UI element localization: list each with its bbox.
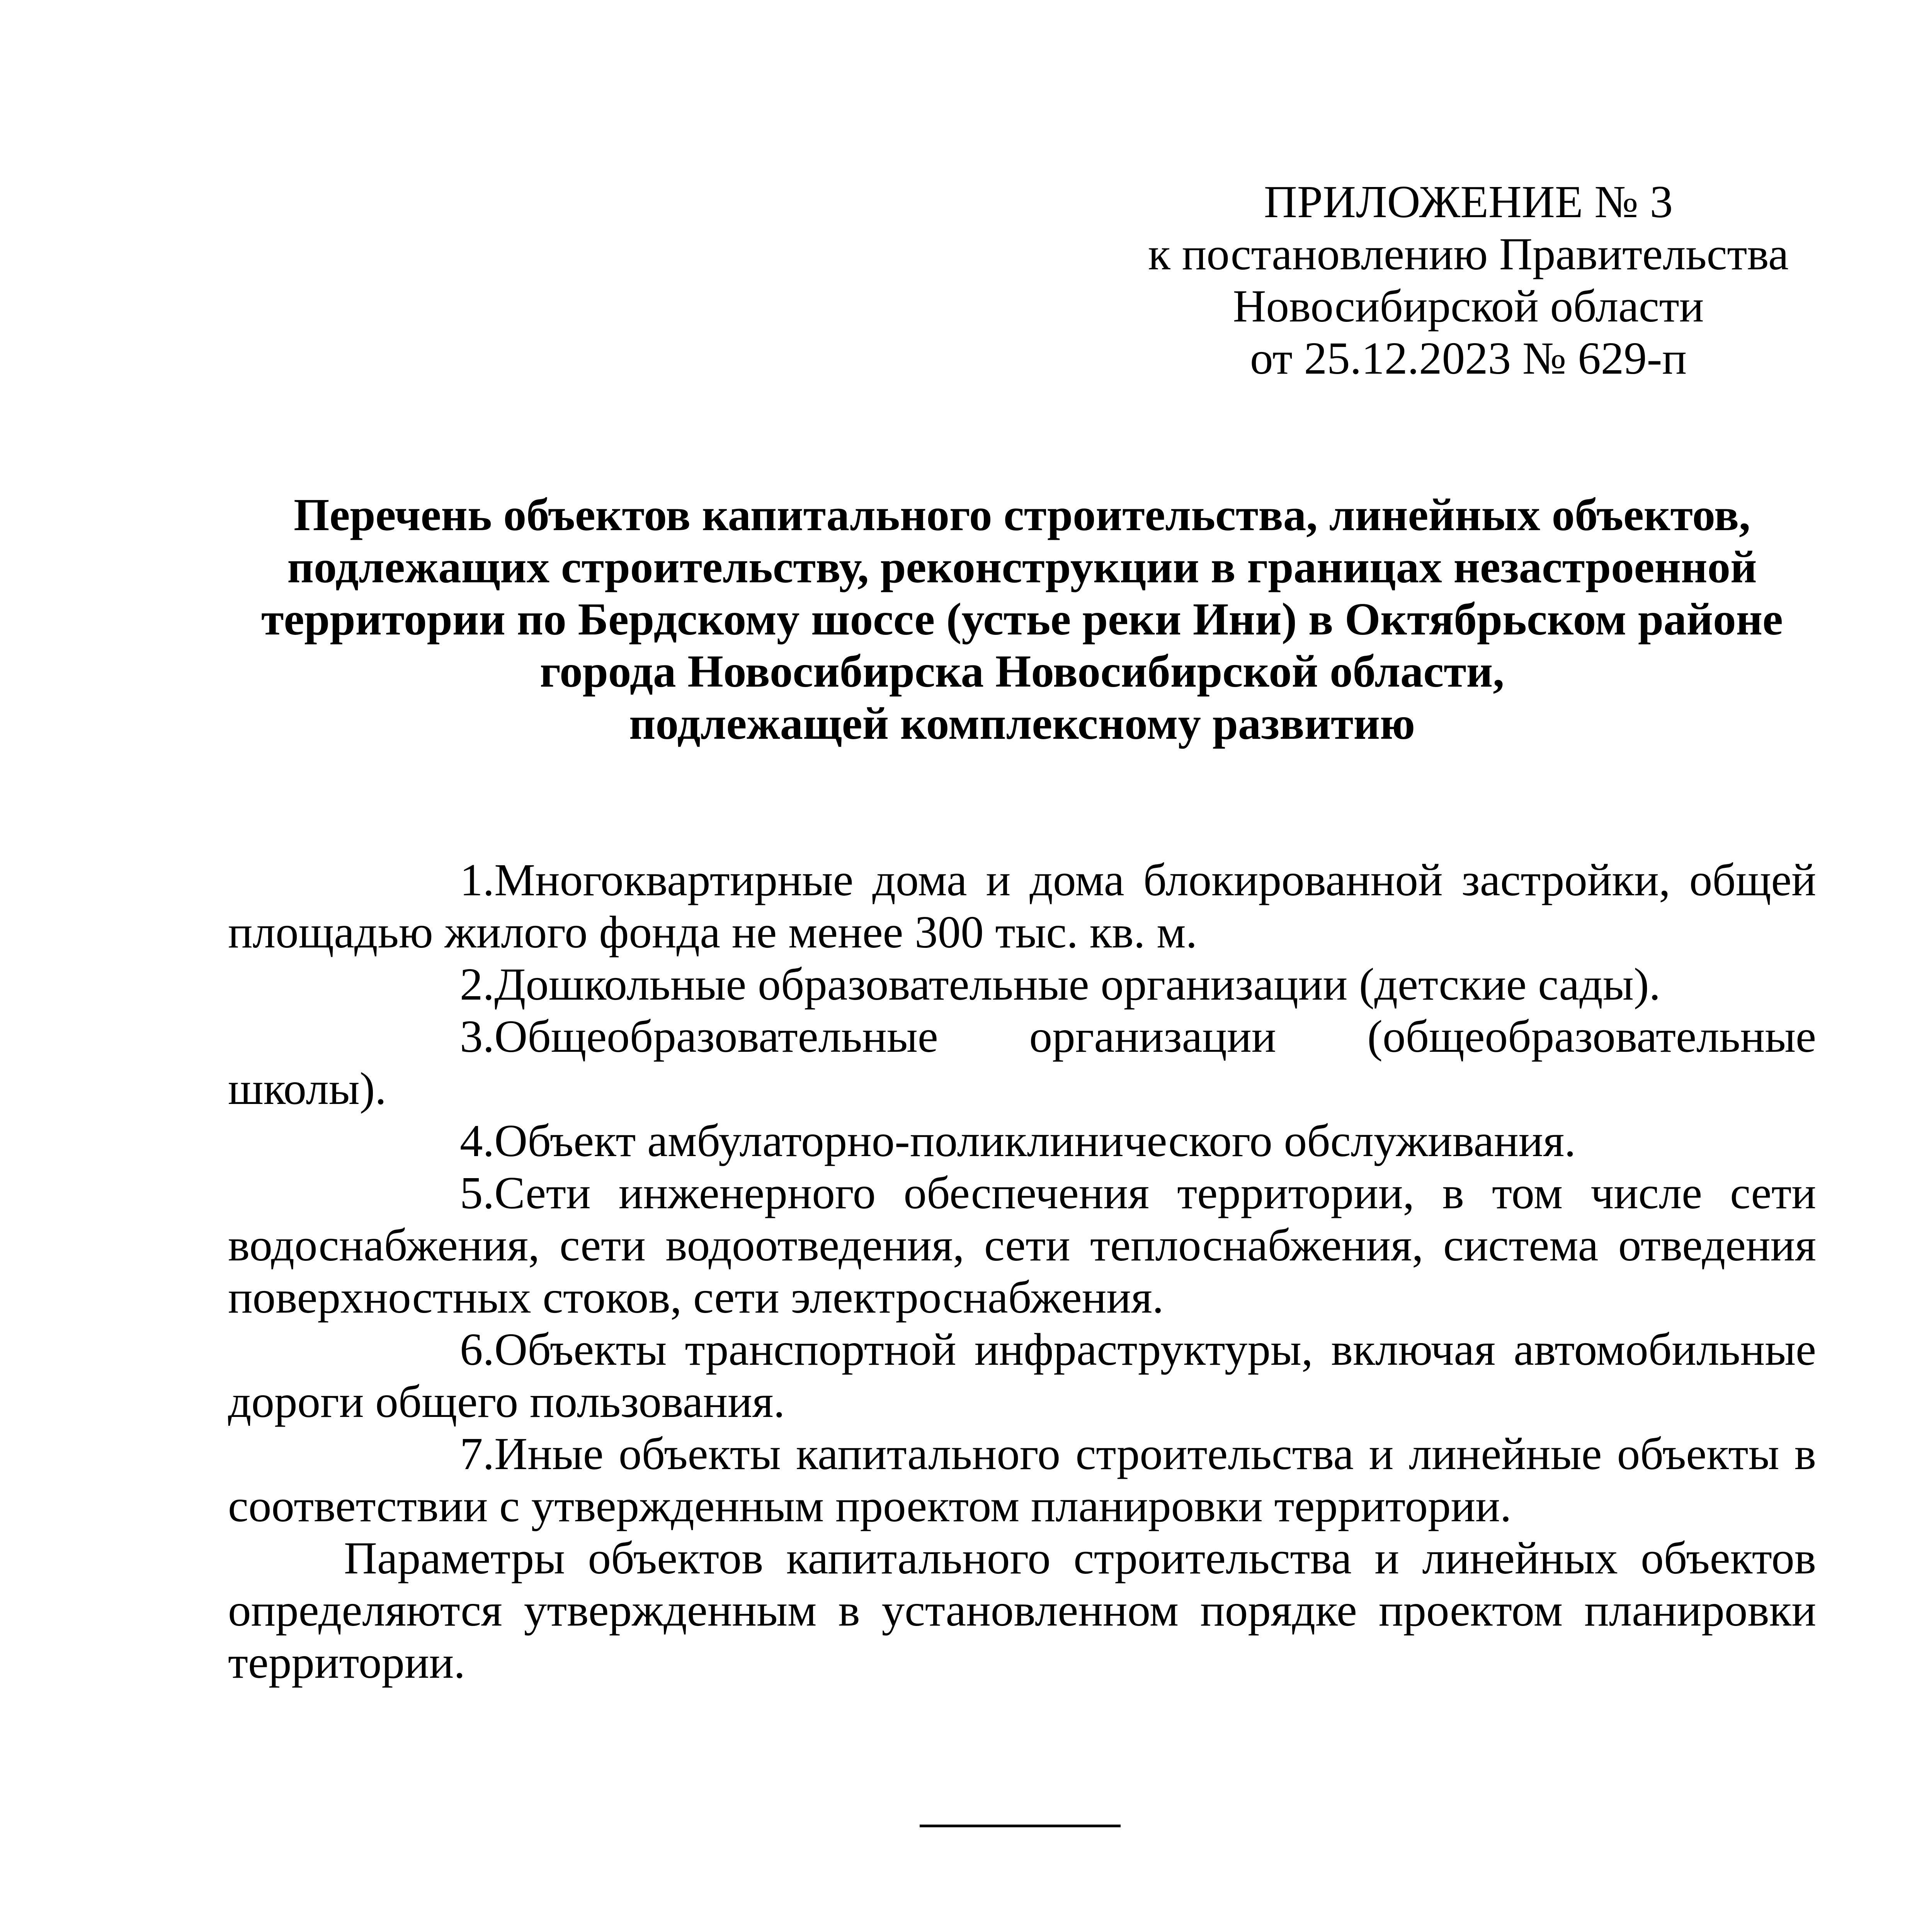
- document-body: [228, 854, 1816, 1689]
- list-item: [228, 1323, 1816, 1428]
- title-line: Перечень объектов капитального строительства, линейных объектов,: [294, 489, 1750, 540]
- list-item: [228, 1010, 1816, 1115]
- list-item-text: Объекты транспортной инфраструктуры, включая автомобильные дороги общего пользования.: [228, 1324, 1816, 1427]
- closing-paragraph: Параметры объектов капитального строительства и линейных объектов определяются утвержденным в установленном порядке проектом планировки территории.: [228, 1532, 1816, 1688]
- list-item: [228, 1428, 1816, 1532]
- list-item-number: 6.: [460, 1324, 495, 1375]
- end-separator-line: [920, 1825, 1121, 1827]
- list-item: [228, 854, 1816, 958]
- list-item-number: 4.: [460, 1115, 495, 1166]
- list-item: [228, 1167, 1816, 1323]
- title-line: территории по Бердскому шоссе (устье реки Ини) в Октябрьском районе: [261, 594, 1783, 645]
- list-item-number: 5.: [460, 1167, 495, 1218]
- list-item-number: 7.: [460, 1428, 495, 1479]
- list-item-number: 3.: [460, 1011, 495, 1062]
- appendix-region: Новосибирской области: [1233, 281, 1704, 332]
- title-line: подлежащей комплексному развитию: [629, 698, 1415, 749]
- list-item-number: 2.: [460, 959, 495, 1010]
- appendix-number: ПРИЛОЖЕНИЕ № 3: [1264, 176, 1673, 227]
- list-item-text: Сети инженерного обеспечения территории, в том числе сети водоснабжения, сети водоотведения, сети теплоснабжения, система отведения поверхностных стоков, сети электроснабжения.: [228, 1167, 1816, 1323]
- title-line: подлежащих строительству, реконструкции в границах незастроенной: [287, 541, 1757, 592]
- list-item-text: Объект амбулаторно-поликлинического обслуживания.: [494, 1115, 1576, 1166]
- list-item-text: Дошкольные образовательные организации (детские сады).: [494, 959, 1661, 1010]
- list-item-text: Многоквартирные дома и дома блокированной застройки, общей площадью жилого фонда не менее 300 тыс. кв. м.: [228, 854, 1816, 957]
- appendix-header: [1121, 176, 1816, 384]
- title-line: города Новосибирска Новосибирской области,: [540, 646, 1504, 697]
- appendix-resolution-ref: к постановлению Правительства: [1148, 228, 1789, 279]
- list-item-text: Общеобразовательные организации (общеобразовательные школы).: [228, 1011, 1816, 1114]
- appendix-date-number: от 25.12.2023 № 629-п: [1250, 333, 1687, 384]
- list-item: [228, 958, 1816, 1010]
- list-item-text: Иные объекты капитального строительства и линейные объекты в соответствии с утвержденным проектом планировки территории.: [228, 1428, 1816, 1531]
- list-item: [228, 1115, 1816, 1167]
- list-item-number: 1.: [460, 854, 495, 905]
- document-title: [228, 489, 1816, 750]
